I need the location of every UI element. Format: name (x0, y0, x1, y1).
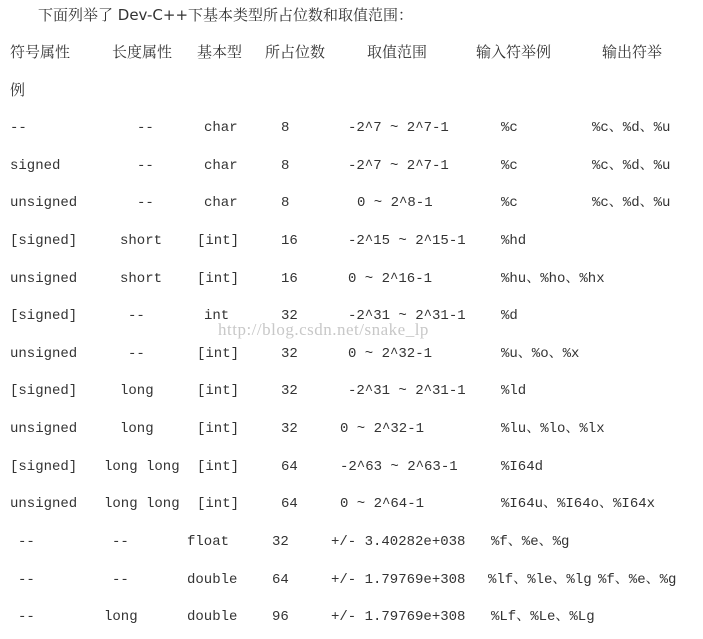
cell-length: long (120, 421, 154, 437)
cell-input: %lu、%lo、%lx (501, 421, 605, 437)
cell-base: double (187, 609, 238, 625)
cell-length: -- (112, 572, 129, 588)
cell-input: %u、%o、%x (501, 346, 580, 362)
cell-sign: -- (18, 609, 35, 625)
header-bits: 所占位数 (265, 43, 326, 61)
cell-sign: [signed] (10, 308, 78, 324)
cell-input: %c (501, 195, 518, 211)
cell-base: [int] (197, 271, 240, 287)
header-range: 取值范围 (367, 43, 428, 61)
cell-sign: [signed] (10, 459, 78, 475)
cell-sign: unsigned (10, 346, 78, 362)
cell-bits: 64 (281, 459, 298, 475)
cell-length: long (120, 383, 154, 399)
cell-length: long long (104, 496, 180, 512)
cell-range: -2^7 ~ 2^7-1 (348, 158, 449, 174)
cell-sign: [signed] (10, 383, 78, 399)
cell-sign: signed (10, 158, 61, 174)
cell-range: 0 ~ 2^16-1 (348, 271, 433, 287)
cell-sign: -- (18, 572, 35, 588)
cell-bits: 32 (281, 383, 298, 399)
cell-base: float (187, 534, 230, 550)
cell-range: 0 ~ 2^32-1 (348, 346, 433, 362)
cell-base: char (204, 120, 238, 136)
cell-input: %hd (501, 233, 527, 249)
cell-output: %c、%d、%u (592, 120, 671, 136)
intro-text: 下面列举了 Dev-C++下基本类型所占位数和取值范围： (38, 6, 414, 24)
cell-range: -2^15 ~ 2^15-1 (348, 233, 466, 249)
cell-bits: 8 (281, 120, 290, 136)
cell-sign: -- (10, 120, 27, 136)
cell-input: %I64u、%I64o、%I64x (501, 496, 656, 512)
cell-base: double (187, 572, 238, 588)
cell-length: -- (137, 120, 154, 136)
cell-base: char (204, 158, 238, 174)
cell-bits: 32 (281, 308, 298, 324)
header-sign: 符号属性 (10, 43, 71, 61)
cell-length: -- (112, 534, 129, 550)
cell-input: %Lf、%Le、%Lg (491, 609, 595, 625)
cell-length: -- (128, 346, 145, 362)
cell-length: -- (128, 308, 145, 324)
cell-range: +/- 3.40282e+038 (331, 534, 466, 550)
cell-base: [int] (197, 346, 240, 362)
cell-input: %f、%e、%g (491, 534, 570, 550)
cell-range: 0 ~ 2^64-1 (340, 496, 425, 512)
cell-range: +/- 1.79769e+308 (331, 609, 466, 625)
cell-base: [int] (197, 383, 240, 399)
cell-bits: 64 (272, 572, 289, 588)
header-length: 长度属性 (112, 43, 173, 61)
cell-input: %c (501, 158, 518, 174)
cell-base: int (204, 308, 230, 324)
cell-bits: 16 (281, 271, 298, 287)
header-input: 输入符举例 (476, 43, 552, 61)
cell-sign: unsigned (10, 271, 78, 287)
cell-output: %f、%e、%g (598, 572, 677, 588)
cell-bits: 96 (272, 609, 289, 625)
cell-input: %hu、%ho、%hx (501, 271, 605, 287)
header-output: 输出符举 (602, 43, 663, 61)
cell-bits: 8 (281, 195, 290, 211)
header-output-wrap: 例 (10, 81, 26, 99)
cell-length: -- (137, 195, 154, 211)
cell-input: %c (501, 120, 518, 136)
cell-output: %c、%d、%u (592, 158, 671, 174)
cell-length: long (104, 609, 138, 625)
watermark: http://blog.csdn.net/snake_lp (218, 320, 429, 339)
cell-input: %ld (501, 383, 527, 399)
cell-bits: 32 (281, 421, 298, 437)
cell-range: -2^63 ~ 2^63-1 (340, 459, 458, 475)
cell-base: char (204, 195, 238, 211)
cell-sign: -- (18, 534, 35, 550)
cell-bits: 32 (272, 534, 289, 550)
cell-base: [int] (197, 496, 240, 512)
cell-bits: 32 (281, 346, 298, 362)
cell-range: +/- 1.79769e+308 (331, 572, 466, 588)
cell-length: -- (137, 158, 154, 174)
cell-sign: [signed] (10, 233, 78, 249)
cell-sign: unsigned (10, 195, 78, 211)
cell-length: long long (104, 459, 180, 475)
cell-bits: 16 (281, 233, 298, 249)
cell-input: %lf、%le、%lg (488, 572, 592, 588)
cell-range: 0 ~ 2^32-1 (340, 421, 425, 437)
cell-base: [int] (197, 459, 240, 475)
cell-base: [int] (197, 233, 240, 249)
cell-base: [int] (197, 421, 240, 437)
cell-input: %I64d (501, 459, 544, 475)
cell-input: %d (501, 308, 518, 324)
cell-sign: unsigned (10, 421, 78, 437)
cell-length: short (120, 233, 163, 249)
cell-bits: 64 (281, 496, 298, 512)
cell-range: -2^7 ~ 2^7-1 (348, 120, 449, 136)
cell-output: %c、%d、%u (592, 195, 671, 211)
cell-range: -2^31 ~ 2^31-1 (348, 383, 466, 399)
cell-sign: unsigned (10, 496, 78, 512)
header-base: 基本型 (197, 43, 243, 61)
cell-length: short (120, 271, 163, 287)
cell-range: 0 ~ 2^8-1 (357, 195, 433, 211)
cell-bits: 8 (281, 158, 290, 174)
cell-range: -2^31 ~ 2^31-1 (348, 308, 466, 324)
